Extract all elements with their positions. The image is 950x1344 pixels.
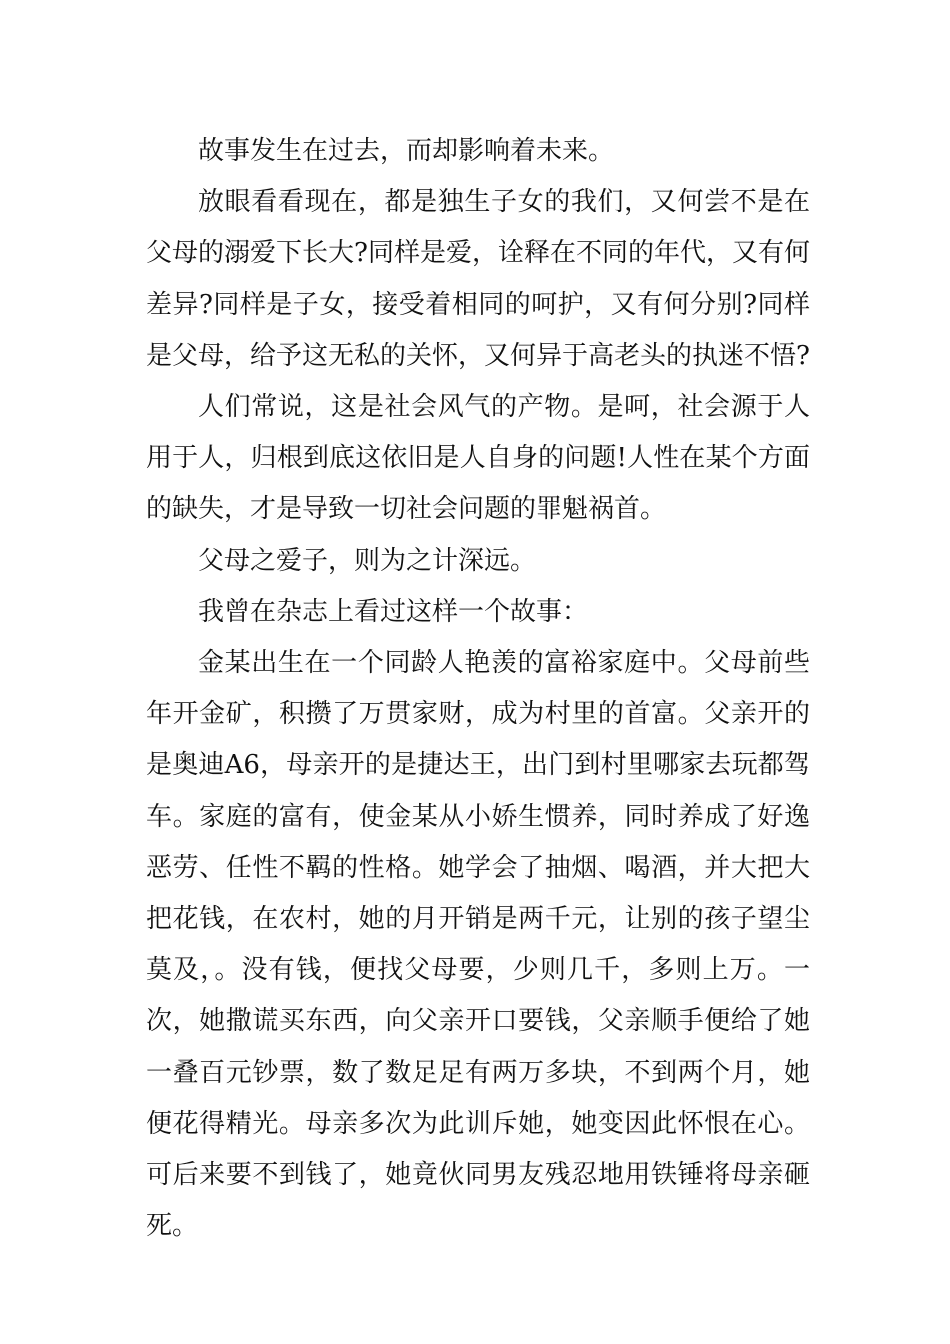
paragraph-6: 金某出生在一个同龄人艳羡的富裕家庭中。父母前些年开金矿，积攒了万贯家财，成为村里的首富。父亲开的是奥迪A6，母亲开的是捷达王，出门到村里哪家去玩都驾车。家庭的富有，使金某从小娇生惯养，同时养成了好逸恶劳、任性不羁的性格。她学会了抽烟、喝酒，并大把大把花钱，在农村，她的月开销是两千元，让别的孩子望尘莫及，。没有钱，便找父母要，少则几千，多则上万。一次，她撒谎买东西，向父亲开口要钱，父亲顺手便给了她一叠百元钞票，数了数足足有两万多块，不到两个月，她便花得精光。母亲多次为此训斥她，她变因此怀恨在心。可后来要不到钱了，她竟伙同男友残忍地用铁锤将母亲砸死。: [146, 648, 810, 1242]
paragraph-1: 故事发生在过去，而却影响着未来。: [198, 136, 615, 166]
document-body: [146, 126, 810, 1252]
paragraph-4: 父母之爱子，则为之计深远。: [198, 545, 537, 576]
paragraph-5: 我曾在杂志上看过这样一个故事：: [198, 596, 589, 627]
paragraph-3: 人们常说，这是社会风气的产物。是呵，社会源于人用于人，归根到底这依旧是人自身的问题!人性在某个方面的缺失，才是导致一切社会问题的罪魁祸首。: [146, 392, 810, 525]
paragraph-2: 放眼看看现在，都是独生子女的我们，又何尝不是在父母的溺爱下长大?同样是爱，诠释在不同的年代，又有何差异?同样是子女，接受着相同的呵护，又有何分别?同样是父母，给予这无私的关怀，又何异于高老头的执迷不悟?: [146, 187, 810, 371]
